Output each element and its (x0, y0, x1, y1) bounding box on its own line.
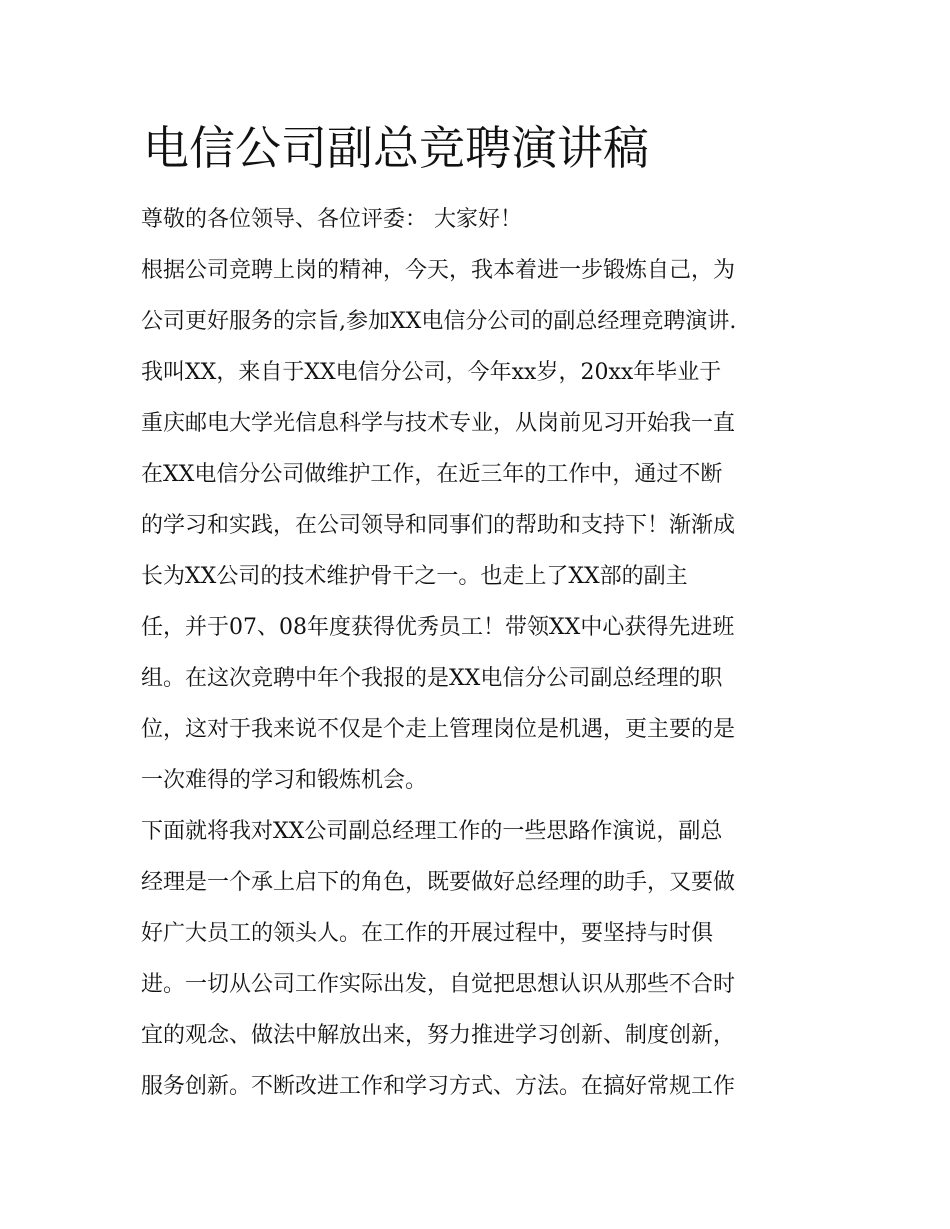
document-title: 电信公司副总竞聘演讲稿 (143, 121, 649, 175)
body-text-line: 我叫XX，来自于XX电信分公司，今年xx岁，20xx年毕业于 (141, 360, 722, 385)
body-text-line: 进。一切从公司工作实际出发，自觉把思想认识从那些不合时 (141, 972, 736, 997)
body-text-line: 服务创新。不断改进工作和学习方式、方法。在搞好常规工作 (141, 1074, 736, 1099)
body-text-line: 重庆邮电大学光信息科学与技术专业，从岗前见习开始我一直 (141, 411, 736, 436)
body-text-line: 公司更好服务的宗旨,参加XX电信分公司的副总经理竞聘演讲. (141, 309, 737, 334)
body-text-line: 宜的观念、做法中解放出来，努力推进学习创新、制度创新， (141, 1023, 736, 1048)
body-text-line: 组。在这次竞聘中年个我报的是XX电信分公司副总经理的职 (141, 666, 723, 691)
body-text-line: 在XX电信分公司做维护工作，在近三年的工作中，通过不断 (141, 462, 723, 487)
body-text-line: 经理是一个承上启下的角色，既要做好总经理的助手，又要做 (141, 870, 736, 895)
body-text-line: 的学习和实践，在公司领导和同事们的帮助和支持下！渐渐成 (141, 513, 736, 538)
body-text-line: 一次难得的学习和锻炼机会。 (141, 768, 428, 793)
body-text-line: 长为XX公司的技术维护骨干之一。也走上了XX部的副主 (141, 564, 688, 589)
body-text-line: 下面就将我对XX公司副总经理工作的一些思路作演说，副总 (141, 819, 723, 844)
body-text-line: 位，这对于我来说不仅是个走上管理岗位是机遇，更主要的是 (141, 717, 736, 742)
greeting-line: 尊敬的各位领导、各位评委： 大家好！ (141, 207, 522, 232)
body-text-line: 好广大员工的领头人。在工作的开展过程中，要坚持与时俱 (141, 921, 714, 946)
body-text-line: 任，并于07、08年度获得优秀员工！带领XX中心获得先进班 (141, 615, 735, 640)
body-text-line: 根据公司竞聘上岗的精神，今天，我本着进一步锻炼自己，为 (141, 258, 736, 283)
